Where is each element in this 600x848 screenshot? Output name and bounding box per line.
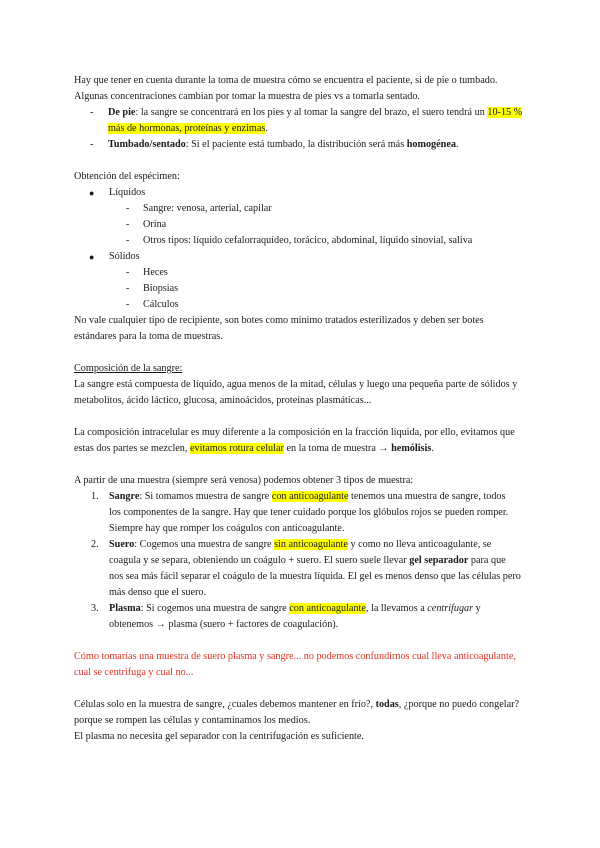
bullet-solidos xyxy=(74,249,534,265)
tipo-plasma: 3. Plasma: Si cogemos una muestra de sangre con anticoagulante, la llevamos a centrifugar y obtenemos → plasma (suero + factores de coagulación). xyxy=(91,603,481,630)
list-item: - Orina xyxy=(126,219,167,230)
dash-marker: - xyxy=(90,139,94,150)
celulas-line-1: Células solo en la muestra de sangre, ¿cuales debemos mantener en frío?, todas, ¿porque no puedo congelar? xyxy=(74,699,520,710)
highlight-rotura: evitamos rotura celular xyxy=(189,443,284,454)
highlight-percentage: 10-15 % xyxy=(487,107,523,118)
highlight-sin-anticoagulante: sin anticoagulante xyxy=(274,539,348,550)
liquidos-label: Líquidos xyxy=(109,187,146,198)
celulas-line-2: porque se rompen las células y contaminamos los medios. xyxy=(74,715,311,726)
list-item: - Otros tipos: líquido cefalorraquídeo, torácico, abdominal, líquido sinovial, saliva xyxy=(126,235,473,246)
solidos-label: Sólidos xyxy=(109,251,140,262)
document-body xyxy=(74,73,534,745)
composicion-line-2: metabolitos, ácido láctico, glucosa, aminoácidos, proteínas plasmáticas... xyxy=(74,395,372,406)
tipos-intro: A partir de una muestra (siempre será venosa) podemos obtener 3 tipos de muestra: xyxy=(74,475,414,486)
posture-tumbado: - Tumbado/sentado: Si el paciente está tumbado, la distribución será más homogénea. xyxy=(74,137,534,153)
list-item: - Cálculos xyxy=(126,299,179,310)
tipo-sangre: 1. Sangre: Si tomamos muestra de sangre con anticoagulante tenemos una muestra de sangre, todos los componentes de la sangre. Hay que tener cuidado porque los glóbulos rojos se pueden romper. Siempre hay que romper los coágulos con anticoagulante. xyxy=(91,491,509,534)
list-item: - Biopsias xyxy=(126,283,179,294)
question-line-2: cual se centrifuga y cual no... xyxy=(74,667,194,678)
celulas-line-3: El plasma no necesita gel separador con la centrifugación es suficiente. xyxy=(74,731,364,742)
de-pie-label: De pie xyxy=(108,107,136,118)
highlight-hormonas: más de hormonas, proteínas y enzimas xyxy=(108,123,266,134)
highlight-con-anticoagulante: con anticoagulante xyxy=(289,603,366,614)
tipo-suero: 2. Suero: Cogemos una muestra de sangre sin anticoagulante y como no lleva anticoagulante, se coagula y se separa, obteniendo un coágulo + suero. El suero suele llevar gel separador para que nos sea más fácil separar el coágulo de la muestra líquida. El gel es menos denso que las células pero más denso que el suero. xyxy=(91,539,521,598)
composicion-heading: Composición de la sangre: xyxy=(74,363,183,374)
highlight-con-anticoagulante: con anticoagulante xyxy=(271,491,349,502)
list-item: - Sangre: venosa, arterial, capilar xyxy=(126,203,272,214)
especimen-heading: Obtención del espécimen: xyxy=(74,171,180,182)
question-line-1: Cómo tomarías una muestra de suero plasma y sangre... no podemos confundirnos cual lleva anticoagulante, xyxy=(74,651,516,662)
recipiente-note-2: estándares para la toma de muestras. xyxy=(74,331,223,342)
composicion-line-1: La sangre está compuesta de líquido, agua menos de la mitad, células y luego una pequeña parte de sólidos y xyxy=(74,379,518,390)
intracelular-line-2: estas dos partes se mezclen, evitamos rotura celular en la toma de muestra → hemólisis. xyxy=(74,443,434,454)
bullet-marker: ● xyxy=(89,188,95,198)
intro-line-1: Hay que tener en cuenta durante la toma de muestra cómo se encuentra el paciente, si de pie o tumbado. xyxy=(74,75,498,86)
bullet-liquidos xyxy=(74,185,534,201)
homogenea-word: homogénea xyxy=(406,139,456,150)
recipiente-note-1: No vale cualquier tipo de recipiente, son botes como mínimo tratados esterilizados y deben ser botes xyxy=(74,315,484,326)
intro-line-2: Algunas concentraciones cambian por tomar la muestra de pies vs a tomarla sentado. xyxy=(74,91,420,102)
dash-marker: - xyxy=(90,107,94,118)
list-item: - Heces xyxy=(126,267,168,278)
bullet-marker: ● xyxy=(89,252,95,262)
hemolisis-word: hemólisis xyxy=(391,443,432,454)
intracelular-line-1: La composición intracelular es muy diferente a la composición en la fracción líquida, por ello, evitamos que xyxy=(74,427,515,438)
posture-de-pie: - De pie: la sangre se concentrará en los pies y al tomar la sangre del brazo, el suero tendrá un 10-15 % más de hormonas, proteínas y enzimas. xyxy=(90,107,523,134)
tumbado-label: Tumbado/sentado xyxy=(108,139,186,150)
